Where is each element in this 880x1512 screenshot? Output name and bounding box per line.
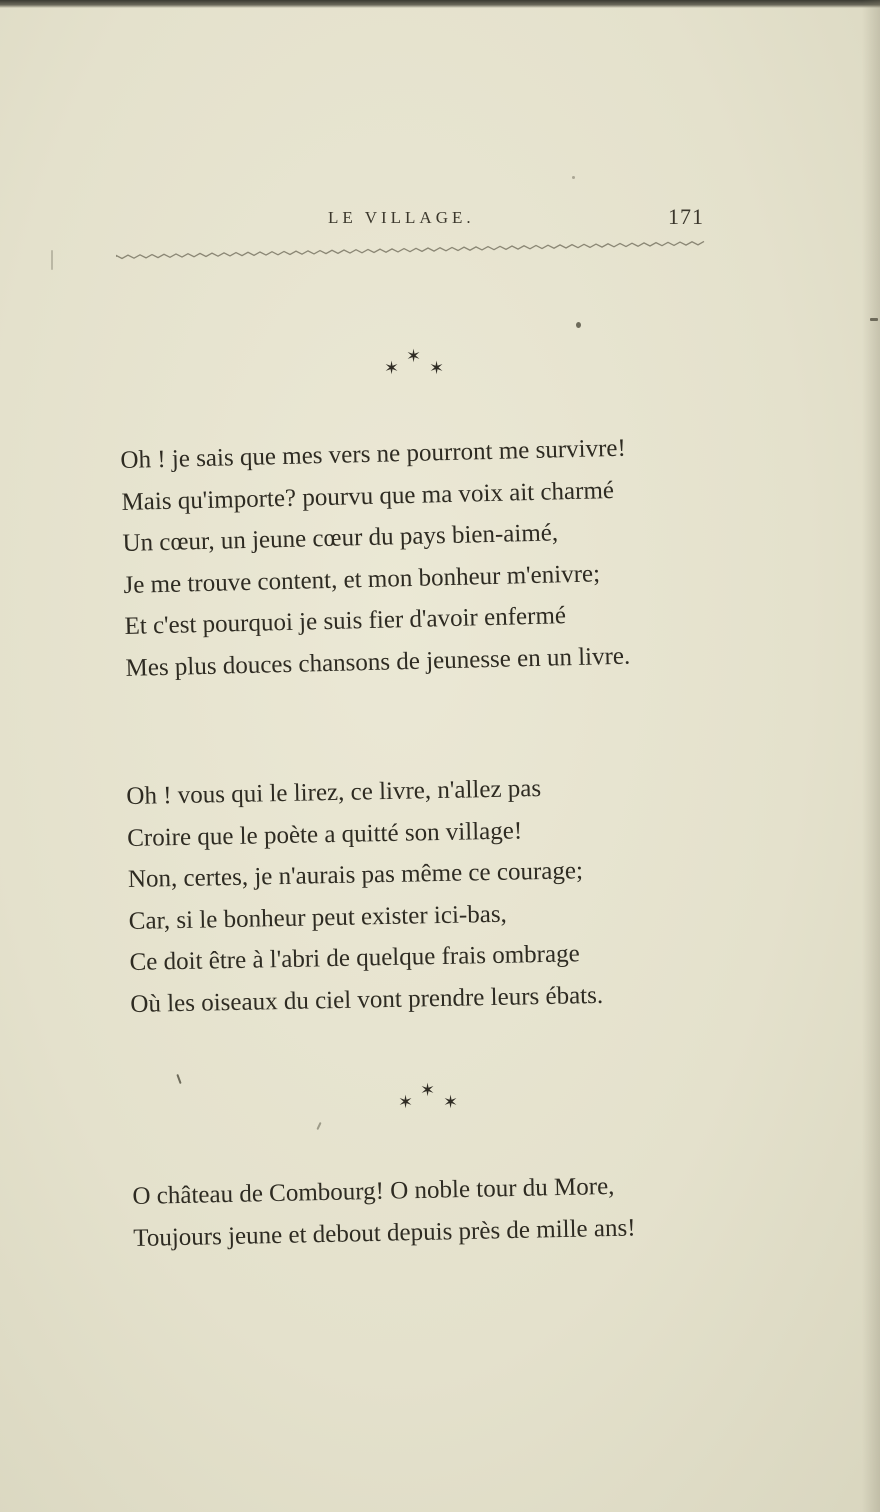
stanza-3 <box>132 1165 636 1259</box>
asterism-star: ✶ <box>429 358 445 379</box>
verse-line: Mais qu'importe? pourvu que ma voix ait charmé <box>121 476 615 516</box>
asterism-middle <box>390 1080 470 1120</box>
page-right-shadow <box>862 0 880 1512</box>
verse-line: Ce doit être à l'abri de quelque frais ombrage <box>129 940 580 977</box>
asterism-star: ✶ <box>398 1092 414 1113</box>
verse-line: Où les oiseaux du ciel vont prendre leurs ébats. <box>130 981 604 1018</box>
asterism-top <box>376 346 456 386</box>
asterism-star: ✶ <box>443 1092 459 1113</box>
page-top-edge <box>0 0 880 8</box>
verse-line: Car, si le bonheur peut exister ici-bas, <box>128 900 508 935</box>
ink-speck <box>51 250 53 270</box>
verse-line: Je me trouve content, et mon bonheur m'enivre; <box>123 560 601 599</box>
running-title: LE VILLAGE. <box>328 208 475 227</box>
verse-line: Oh ! je sais que mes vers ne pourront me survivre! <box>120 434 627 474</box>
ink-speck <box>576 322 581 328</box>
ink-speck <box>176 1074 181 1084</box>
verse-line: Croire que le poète a quitté son village! <box>126 817 523 852</box>
verse-line: Mes plus douces chansons de jeunesse en un livre. <box>125 642 631 682</box>
ink-speck <box>870 318 878 321</box>
asterism-star: ✶ <box>406 346 422 367</box>
running-head <box>118 204 710 236</box>
verse-line: Toujours jeune et debout depuis près de mille ans! <box>133 1214 636 1252</box>
stanza-1 <box>120 428 631 690</box>
verse-line: Et c'est pourquoi je suis fier d'avoir enfermé <box>124 602 567 641</box>
asterism-star: ✶ <box>384 358 400 379</box>
verse-line: Un cœur, un jeune cœur du pays bien-aimé, <box>122 519 559 558</box>
asterism-star: ✶ <box>420 1080 436 1101</box>
wavy-rule <box>116 237 708 263</box>
verse-line: Oh ! vous qui le lirez, ce livre, n'allez pas <box>126 775 542 810</box>
page-number: 171 <box>668 204 704 229</box>
verse-line: O château de Combourg! O noble tour du More, <box>132 1172 615 1210</box>
ink-speck <box>572 176 575 179</box>
ink-speck <box>316 1122 321 1130</box>
wavy-rule-line <box>116 241 704 258</box>
stanza-2 <box>126 767 603 1026</box>
verse-line: Non, certes, je n'aurais pas même ce courage; <box>127 857 584 894</box>
